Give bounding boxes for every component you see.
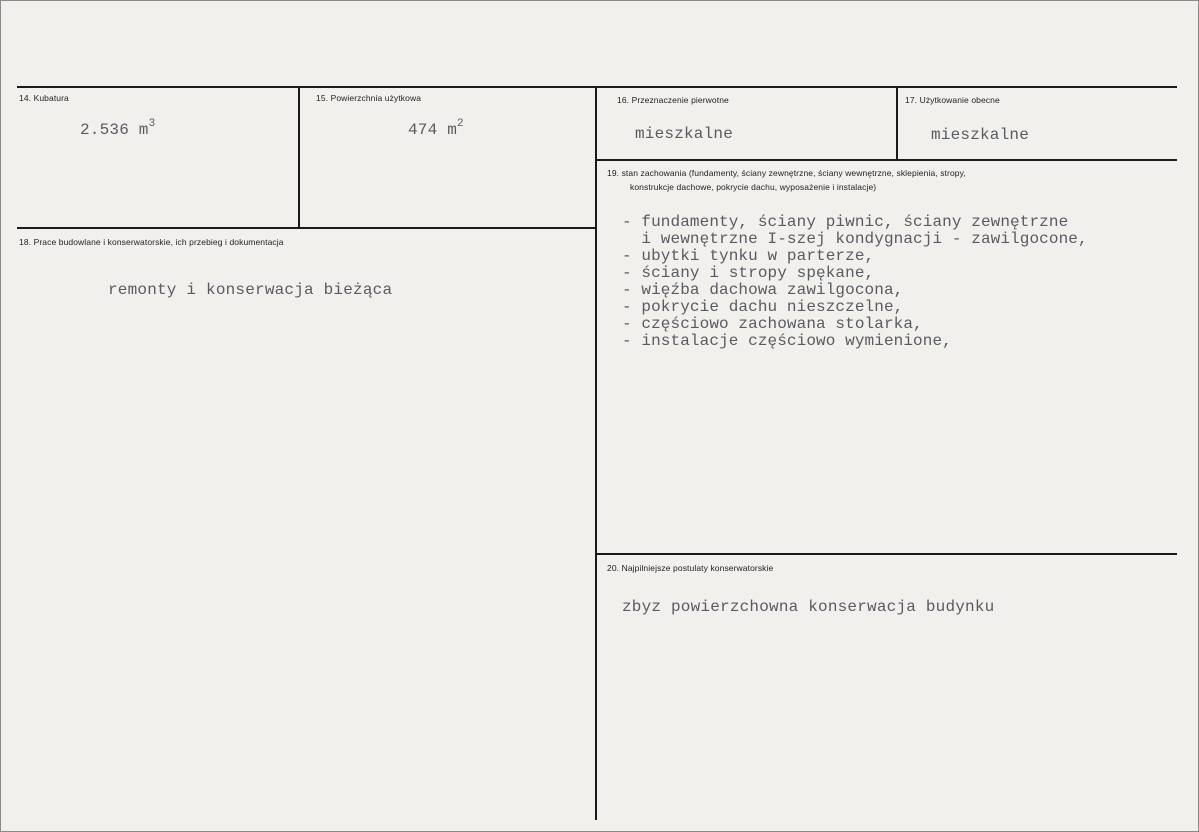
list-item: - ściany i stropy spękane, (622, 264, 875, 282)
przeznaczenie-label: 16. Przeznaczenie pierwotne (617, 95, 729, 105)
list-item: - pokrycie dachu nieszczelne, (622, 298, 904, 316)
postulaty-label: 20. Najpilniejsze postulaty konserwatorskie (607, 563, 774, 573)
list-item: - instalacje częściowo wymienione, (622, 332, 952, 350)
stan-zachowania-label-line2: konstrukcje dachowe, pokrycie dachu, wyposażenie i instalacje) (630, 182, 877, 192)
list-item: - więźba dachowa zawilgocona, (622, 281, 904, 299)
prace-label: 18. Prace budowlane i konserwatorskie, ich przebieg i dokumentacja (19, 237, 284, 247)
stan-zachowania-label-line1: 19. stan zachowania (fundamenty, ściany zewnętrzne, ściany wewnętrzne, sklepienia, stropy, (607, 168, 966, 178)
divider-16-17 (896, 88, 898, 161)
postulaty-value: zbyz powierzchowna konserwacja budynku (622, 598, 995, 616)
divider-14-15 (298, 88, 300, 228)
divider-left-right (595, 88, 597, 820)
rule-under-14-15 (17, 227, 597, 229)
uzytkowanie-value: mieszkalne (931, 126, 1030, 144)
prace-value: remonty i konserwacja bieżąca (108, 281, 393, 299)
list-item: - fundamenty, ściany piwnic, ściany zewnętrzne (622, 213, 1069, 231)
powierzchnia-label: 15. Powierzchnia użytkowa (316, 93, 422, 103)
przeznaczenie-value: mieszkalne (635, 125, 734, 143)
powierzchnia-value (408, 117, 464, 139)
kubatura-number: 2.536 m (80, 121, 149, 139)
rule-under-16-17 (597, 159, 1177, 161)
powierzchnia-exponent: 2 (457, 117, 464, 130)
stan-zachowania-list (622, 214, 1088, 350)
kubatura-exponent: 3 (148, 117, 156, 130)
list-item: - ubytki tynku w parterze, (622, 247, 875, 265)
powierzchnia-number: 474 m (408, 121, 458, 139)
rule-under-19 (597, 553, 1177, 555)
list-item: i wewnętrzne I-szej kondygnacji - zawilgocone, (622, 230, 1088, 248)
kubatura-value (80, 117, 156, 139)
top-rule (17, 86, 1177, 88)
list-item: - częściowo zachowana stolarka, (622, 315, 923, 333)
uzytkowanie-label: 17. Użytkowanie obecne (905, 95, 1000, 105)
kubatura-label: 14. Kubatura (19, 93, 69, 103)
